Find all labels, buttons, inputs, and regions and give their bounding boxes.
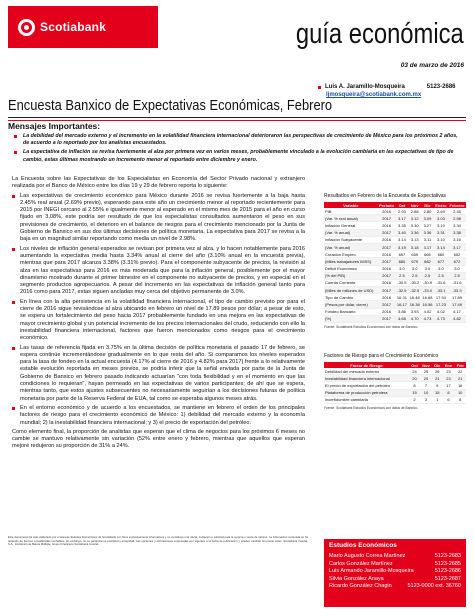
table-cell: 3.13 bbox=[408, 236, 421, 243]
contacts-panel bbox=[324, 539, 466, 607]
table-cell: 3.19 bbox=[396, 243, 409, 250]
table-cell: 659 bbox=[408, 251, 421, 258]
table-cell: 2.98 bbox=[448, 215, 466, 222]
table-cell: Inestabilidad financiera internacional bbox=[324, 375, 409, 382]
author-phone: 5123-2686 bbox=[426, 84, 456, 90]
table-cell: 21 bbox=[432, 375, 442, 382]
table-cell: 677 bbox=[434, 258, 448, 265]
table-cell: 2.80 bbox=[421, 208, 434, 215]
table-row bbox=[324, 222, 466, 229]
table-cell: 652 bbox=[448, 251, 466, 258]
table-cell: -33.1 bbox=[434, 287, 448, 294]
table-cell: 23 bbox=[443, 368, 455, 375]
table-cell: Incertidumbre cambiaria bbox=[324, 396, 409, 403]
table-cell: 4.73 bbox=[434, 315, 448, 322]
table-cell: 3.0 bbox=[434, 265, 448, 272]
table-cell: 2.5 bbox=[396, 272, 409, 279]
table-cell: -30.2 bbox=[410, 280, 420, 286]
risk-table-title: Factores de Riesgo para el Crecimiento Económico bbox=[324, 353, 439, 359]
table-row bbox=[324, 243, 466, 250]
table-row bbox=[324, 382, 466, 389]
table-cell: 3.31 bbox=[434, 229, 448, 236]
table-cell: 17.49 bbox=[448, 301, 466, 308]
table-cell: 2.5 bbox=[408, 272, 421, 279]
table-cell: -30.5 bbox=[397, 280, 407, 286]
finding-item: En el entorno económico y de acuerdo a los encuestados, se mantiene en febrero el orden de los principales factores de riesgo para el crecimiento económico de México: 1) debilidad del mercado externo y la economía mundial; 2) la inestabilidad financiera internacional; y 3) el precio de exportación del petróleo. bbox=[12, 405, 305, 427]
table-cell: Tipo de Cambio bbox=[324, 294, 378, 301]
expectations-table-title: Resultados en Febrero de la Encuesta de Expectativas bbox=[324, 193, 447, 199]
table-cell: 3.18 bbox=[408, 243, 421, 250]
table-row bbox=[324, 308, 466, 315]
table-cell: 2017 bbox=[378, 301, 396, 308]
table-cell: 3.0 bbox=[421, 265, 434, 272]
table1-column-header: Dic bbox=[421, 202, 434, 208]
table-cell: 20 bbox=[420, 375, 432, 382]
table-cell: Cuenta Corriente bbox=[324, 279, 378, 286]
key-message: La expectativa de inflación se revisa fuertemente al alza por primera vez en varios meses, probablemente vinculado a la evolución cambiaria en las expectativas de tipo de cambio, estas últimas mostrando un incremento menor al reportado entre diciembre y enero. bbox=[14, 149, 462, 163]
table-cell: 665 bbox=[421, 251, 434, 258]
table-cell: -30.9 bbox=[422, 280, 433, 286]
table-row bbox=[324, 251, 466, 258]
table-cell: Debilidad del mercado externo bbox=[324, 368, 409, 375]
table-cell: 2016 bbox=[378, 208, 396, 215]
table-cell: 3.12 bbox=[408, 215, 421, 222]
table-row bbox=[324, 215, 466, 222]
table-row bbox=[324, 236, 466, 243]
table1-column-header: Febrero bbox=[449, 202, 465, 208]
table-cell: 3.17 bbox=[396, 215, 409, 222]
table-cell: 7 bbox=[420, 382, 432, 389]
table1-column-header: Enero bbox=[435, 202, 447, 208]
table-row bbox=[324, 368, 466, 375]
scotiabank-logo bbox=[8, 6, 158, 48]
table-cell: 2017 bbox=[378, 243, 396, 250]
key-messages-list bbox=[14, 133, 462, 166]
table-cell: 3.11 bbox=[421, 236, 434, 243]
key-messages-heading: Mensajes Importantes: bbox=[8, 121, 101, 131]
table2-column-header: Oct bbox=[409, 362, 420, 368]
table-cell: 16.31 bbox=[396, 294, 407, 300]
closing-paragraph: Como elemento final, la proporción de analistas que esperan que el clima de negocios para los próximos 6 meses no cambie se mantuvo relativamente sin variación (52% entre enero y febrero, mientras que aquellos que esperan mejoré redujeron su proporción de 31% a 24%. bbox=[12, 428, 305, 450]
table-cell: 3.34 bbox=[448, 222, 466, 229]
contacts-title: Estudios Económicos bbox=[329, 542, 397, 549]
table-cell: 4.70 bbox=[408, 315, 421, 322]
table1-column-header: Periodo bbox=[379, 202, 395, 208]
author-email-link[interactable]: ljmosqueira@scotiabank.com.mx bbox=[326, 92, 422, 98]
table-cell: 2016 bbox=[378, 308, 396, 315]
table-cell: 680 bbox=[396, 258, 409, 265]
table-cell: 2.45 bbox=[448, 208, 466, 215]
table-cell: 657 bbox=[396, 251, 409, 258]
table-row bbox=[324, 287, 466, 294]
table-cell: 3.93 bbox=[408, 308, 421, 315]
table1-column-header: Nov bbox=[408, 202, 421, 208]
table-cell: 2016 bbox=[378, 251, 396, 258]
table-cell: 4.02 bbox=[434, 308, 448, 315]
table-cell: 22 bbox=[454, 368, 466, 375]
table-source: Fuente: Scotiabank Estudios Económicos con datos de Banxico. bbox=[324, 325, 419, 329]
table-cell: 2016 bbox=[378, 222, 396, 229]
table-cell: -31.6 bbox=[448, 279, 466, 286]
bullet-icon bbox=[12, 347, 15, 350]
table-cell: Fondeo Bancario bbox=[324, 308, 378, 315]
table-cell: 2016 bbox=[378, 294, 396, 301]
table-cell: 3.14 bbox=[396, 236, 409, 243]
table-cell: 3.17 bbox=[448, 243, 466, 250]
table-cell: 2016 bbox=[378, 265, 396, 272]
table-cell: -32.5 bbox=[410, 287, 420, 293]
table-cell: -33.0 bbox=[422, 287, 433, 293]
table-cell: 3.36 bbox=[408, 229, 421, 236]
table-cell: 2.69 bbox=[434, 208, 448, 215]
table-cell: 2017 bbox=[378, 272, 396, 279]
finding-item: Las tasas de referencia fijada en 3.75% en la última decisión de política monetaria el pasado 17 de febrero, se espera continúe incrementándose gradualmente en lo que resta del año. Si comparamos los niveles esperados para la tasa de fondeo en la actual encuesta (4.17% al cierre de 2016 y 4.82% para 2017) frente a lo relativamente estable evolución reportada en meses previos, se podría inferir que la señal enviada por parte de la Junta de Gobierno de Banxico en febrero pasado indicando actuarían "con toda flexibilidad y en el momento en que las condiciones lo requieran", hayan permeado en las expectativas de varios participantes; de ahí que se espera, mientras tanto, que estos ajustes subsecuentes no necesariamente seguirían a los decisiones futuras de política monetaria por parte de la Reserva Federal de EUA, tal como se esperaba algunos meses atrás. bbox=[12, 345, 305, 403]
table-cell: -31.6 bbox=[434, 279, 448, 286]
table-cell: Inflación Subyacente bbox=[324, 236, 378, 243]
article-body bbox=[12, 176, 305, 453]
table2-column-header: Nov bbox=[420, 362, 432, 368]
table-cell: 10 bbox=[420, 389, 432, 396]
table-cell: 17.54 bbox=[434, 294, 448, 301]
table-cell: 4.73 bbox=[421, 315, 434, 322]
table-source: Fuente: Scotiabank Estudios Económicos con datos de Banxico. bbox=[324, 405, 419, 410]
risk-table bbox=[324, 362, 466, 404]
table-cell: 679 bbox=[408, 258, 421, 265]
table-cell: Inflación General bbox=[324, 222, 378, 229]
bullet-icon bbox=[318, 86, 321, 89]
table-cell: 21 bbox=[454, 375, 466, 382]
table-cell: 3.09 bbox=[421, 215, 434, 222]
table-cell: 26 bbox=[432, 368, 442, 375]
table2-column-header: Ene bbox=[443, 362, 455, 368]
table-cell: Plataforma de producción petrolera bbox=[324, 389, 409, 396]
table-cell: 2016 bbox=[378, 279, 396, 286]
table2-column-header: Feb bbox=[454, 362, 466, 368]
contact-row: Ricardo González Chagin 5123-0000 ext. 36760 bbox=[329, 583, 461, 590]
table-cell: 16.48 bbox=[409, 294, 420, 300]
table-cell: 3.27 bbox=[421, 222, 434, 229]
table-cell: 2.88 bbox=[408, 208, 421, 215]
table-cell: 2017 bbox=[378, 287, 396, 294]
bullet-icon bbox=[14, 135, 17, 138]
risk-table-panel bbox=[324, 353, 466, 410]
table-row bbox=[324, 396, 466, 403]
table-cell: (%) bbox=[324, 315, 378, 322]
table-cell: 3.17 bbox=[421, 243, 434, 250]
author-block bbox=[318, 84, 456, 98]
table-cell: 16.17 bbox=[396, 302, 407, 308]
masthead-title: guía económica bbox=[296, 18, 464, 50]
table-cell: 2.5 bbox=[448, 272, 466, 279]
bullet-icon bbox=[12, 407, 15, 410]
table-cell: 15 bbox=[432, 389, 442, 396]
table-cell: 8 bbox=[454, 396, 466, 403]
table-row bbox=[324, 375, 466, 382]
title-divider bbox=[8, 117, 466, 118]
table-row bbox=[324, 301, 466, 308]
table-row bbox=[324, 315, 466, 322]
table-row bbox=[324, 294, 466, 301]
table-cell: 2017 bbox=[378, 215, 396, 222]
table-cell: 2.93 bbox=[396, 208, 409, 215]
table-cell: PIB bbox=[324, 208, 378, 215]
table-cell: 682 bbox=[421, 258, 434, 265]
table-cell: 16.68 bbox=[422, 294, 433, 300]
table-cell: 2017 bbox=[378, 229, 396, 236]
contact-row: Mario Augusto Correa Martínez 5123-2683 bbox=[329, 553, 461, 559]
publication-date: 03 de marzo de 2016 bbox=[400, 62, 464, 69]
table-cell: 3.86 bbox=[396, 308, 409, 315]
table-cell: 2017 bbox=[378, 315, 396, 322]
table-cell: 16 bbox=[454, 382, 466, 389]
contact-row: Silvia González Anaya 5123-2687 bbox=[329, 575, 461, 582]
table-cell: 2.5 bbox=[434, 272, 448, 279]
table2-column-header: Dic bbox=[432, 362, 442, 368]
disclaimer-footnote: Este documento ha sido elaborado por el área de Estudios Económicos de Scotiabank con fines exclusivamente informativos y no constituye una oferta, invitación o solicitud para la compra o venta de valores. La información contenida se ha obtenido de fuentes consideradas confiables; sin embargo, no se garantiza su exactitud o integridad. Las opiniones y estimaciones expresadas son vigentes a la fecha de publicación y pueden cambiar sin previo aviso. Scotiabank Inverlat, S.A., Institución de Banca Múltiple, Grupo Financiero Scotiabank Inverlat. bbox=[8, 535, 308, 546]
table-cell: Creación Empleo bbox=[324, 251, 378, 258]
contact-row: Carlos González Martínez 5123-2685 bbox=[329, 560, 461, 567]
table-cell: -33.3 bbox=[448, 287, 466, 294]
bullet-icon bbox=[12, 301, 15, 304]
expectations-table bbox=[324, 202, 466, 323]
table-cell: (Var. % anual) bbox=[324, 243, 378, 250]
table-cell: (Miles trabajadores IMSS) bbox=[324, 258, 378, 265]
expectations-table-panel bbox=[324, 193, 466, 329]
table-cell: 3.36 bbox=[421, 229, 434, 236]
table-cell: 672 bbox=[448, 258, 466, 265]
bullet-icon bbox=[14, 151, 17, 154]
contact-row: Luis Armando Jaramillo-Mosqueira 5123-2686 bbox=[329, 568, 461, 575]
findings-list bbox=[12, 193, 305, 427]
table-cell: 8 bbox=[409, 382, 420, 389]
table-cell: Déficit Económico bbox=[324, 265, 378, 272]
scotiabank-s-icon bbox=[18, 19, 35, 36]
table-row bbox=[324, 272, 466, 279]
key-message: La debilidad del mercado externo y el incremento en la volatilidad financiera internacional deterioraron las perspectivas de crecimiento de México para los próximos 2 años, de acuerdo a lo reportado por los analistas encuestados. bbox=[14, 133, 462, 147]
table-cell: 4.68 bbox=[396, 315, 409, 322]
table-cell: 3.0 bbox=[396, 265, 409, 272]
table-row bbox=[324, 389, 466, 396]
table-cell: 2.5 bbox=[421, 272, 434, 279]
table-cell: 24 bbox=[409, 368, 420, 375]
table-cell: (Miles de millones de USD) bbox=[324, 287, 378, 294]
table-cell: 8 bbox=[443, 389, 455, 396]
author-name: Luis A. Jaramillo-Mosqueira bbox=[325, 84, 405, 90]
table-cell: 16.56 bbox=[422, 302, 433, 308]
page-title: Encuesta Banxico de Expectativas Económicas, Febrero bbox=[8, 97, 333, 114]
table-cell: (Pesos por dólar, cierre) bbox=[324, 301, 378, 308]
table-cell: 3.14 bbox=[434, 243, 448, 250]
table-cell: 3.40 bbox=[396, 229, 409, 236]
table-cell: 3.0 bbox=[408, 265, 421, 272]
table-cell: 17.89 bbox=[448, 294, 466, 301]
table-cell: (Var. % real anual) bbox=[324, 215, 378, 222]
table1-column-header: Oct bbox=[396, 202, 409, 208]
table-cell: 10 bbox=[454, 389, 466, 396]
table-row bbox=[324, 229, 466, 236]
finding-item: En línea con la alta persistencia en la volatilidad financiera internacional, el tipo de cambio previsto por para el cierre de 2016 sigue revisándose al alza ubicando en febrero un nivel de 17.89 pesos por dólar; a pesar de esto, se espera un fortalecimiento del peso hacia 2017 probablemente fundado en una mejora en las expectativas de mayor crecimiento global y un potencial incremento de los precios internacionales del crudo, reduciendo con ello la inestabilidad financiera internacional, factores que fueron mencionados como riesgos para el crecimiento económico. bbox=[12, 299, 305, 343]
finding-item: Los niveles de inflación general esperados se revisan por primera vez al alza, y lo hacen notablemente para 2016 aumentando la expectativa media hasta 3.34% anual al cierre del año (3.10% anual en la encuesta previa), mientras que para 2017 alcanza 3.38% (3.31% previo). Para el componente subyacente de precios, la revisión al alza en las expectativas para 2016 es más moderada que para la inflación general, posiblemente por el mayor dinamismo mostrado durante el primer bimestre en el componente no subyacente de precios, y en especial en el segmento productos agropecuarios. A pesar del incremento en las expectativas de inflación general tanto para 2016 como para 2017, estas siguen ancladas muy cerca del objetivo permanente de 3.0%. bbox=[12, 246, 305, 297]
bullet-icon bbox=[12, 248, 15, 251]
table-cell: 3.0 bbox=[448, 265, 466, 272]
table2-column-header: Factor de Riesgo bbox=[324, 362, 409, 368]
table-cell: 9 bbox=[432, 382, 442, 389]
table-cell: 4.82 bbox=[448, 315, 466, 322]
table-cell: 2017 bbox=[378, 258, 396, 265]
table-cell: 4.17 bbox=[448, 308, 466, 315]
table-cell: 6 bbox=[443, 396, 455, 403]
table-cell: 4.02 bbox=[421, 308, 434, 315]
table-row bbox=[324, 265, 466, 272]
table-cell: -32.5 bbox=[397, 287, 407, 293]
table-cell: 25 bbox=[420, 368, 432, 375]
table-cell: 3.35 bbox=[396, 222, 409, 229]
table1-column-header: Variable bbox=[324, 202, 378, 208]
table-cell: 17 bbox=[443, 382, 455, 389]
table-cell: 1 bbox=[432, 396, 442, 403]
table-cell: El precio de exportación del petróleo bbox=[324, 382, 409, 389]
table-cell: 23 bbox=[443, 375, 455, 382]
table-cell: 2016 bbox=[378, 236, 396, 243]
table-cell: 15 bbox=[409, 389, 420, 396]
table-cell: 3.03 bbox=[434, 215, 448, 222]
table-cell: (% del PIB) bbox=[324, 272, 378, 279]
table-cell: 3.38 bbox=[448, 229, 466, 236]
table-cell: 660 bbox=[434, 251, 448, 258]
table-row bbox=[324, 258, 466, 265]
table-row bbox=[324, 279, 466, 286]
table-cell: 3 bbox=[420, 396, 432, 403]
table-cell: 3.10 bbox=[434, 236, 448, 243]
bullet-icon bbox=[12, 195, 15, 198]
brand-name: Scotiabank bbox=[40, 20, 107, 34]
table-cell: 3.30 bbox=[408, 222, 421, 229]
table-cell: 16.38 bbox=[409, 302, 420, 308]
table-cell: 20 bbox=[409, 375, 420, 382]
table-cell: (Var. % anual) bbox=[324, 229, 378, 236]
table-cell: 17.23 bbox=[434, 301, 448, 308]
table-cell: 2 bbox=[409, 396, 420, 403]
intro-paragraph: La Encuesta sobre las Expectativas de los Especialistas en Economía del Sector Privado nacional y extranjero realizada por el Banco de México entre los días 19 y 29 de febrero reporta lo siguiente: bbox=[12, 176, 305, 190]
finding-item: Las expectativas de crecimiento económico para México durante 2016 se revisa fuertemente a la baja hasta 2.45% real anual (2.69% previo), esperando para este año un crecimiento menor al reportado recientemente para 2015 por INEGI cercano al 2.55% e igualmente menor al esperado en el mismo mes de 2015 para el año en curso fijado en 3.08%, este podría ser resultado de que los especialistas consultados aumentaron el peso en sus previsiones de crecimiento, el deterioro en el balance de riesgos para el crecimiento mencionado por la Junta de Gobierno de Banxico en sus dos últimas decisiones de política monetaria. La expectativa para 2017 se revisa a la baja en un magnitud similar reportando como media un nivel de 2.98%. bbox=[12, 193, 305, 244]
table-cell: 3.16 bbox=[448, 236, 466, 243]
table-cell: 3.10 bbox=[434, 222, 448, 229]
table-row bbox=[324, 208, 466, 215]
